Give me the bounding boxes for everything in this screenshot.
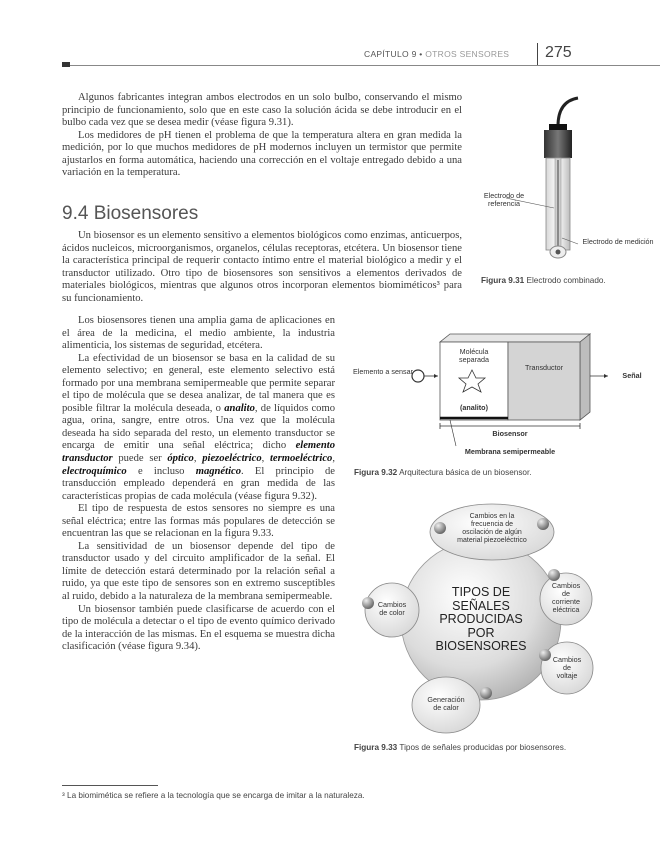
section-text-narrow (62, 315, 335, 654)
figure-9-31-caption: Figura 9.31 Electrodo combinado. (481, 276, 606, 285)
term-optico: óptico (167, 453, 194, 465)
section-text-wide (62, 230, 462, 305)
intro-text (62, 92, 462, 180)
bubble-heat: Generación de calor (427, 695, 465, 712)
running-header (364, 49, 509, 59)
figure-9-32 (350, 328, 660, 464)
term-magnetico: magnético (195, 465, 242, 477)
footnote-mark: ³ (62, 791, 65, 800)
section-title: 9.4 Biosensores (62, 203, 199, 224)
label-signal: Señal (622, 371, 642, 380)
page-number: 275 (545, 44, 572, 61)
biosensor-architecture-diagram (350, 328, 660, 464)
section-paragraph-3: La efectividad de un biosensor se basa en la calidad de su elemento selectivo; en general, este elemento selectivo está formado por una membrana semipermeable que permite separar el tipo de molécula que se desea analizar, de tal manera que es posible filtrar la molécula deseada, o analito, de líquidos como agua, orina, sangre, entre otros. Una vez que la molécula deseada ha sido separada del resto, un elemento transductor se encarga de emitir una señal eléctrica; dicho elemento transductor puede ser óptico, piezoeléctrico, termoeléctrico, electroquímico e incluso magnético. El principio de transducción empleado dependerá en gran medida de las características propias de cada molécula (véase figura 9.32). (62, 352, 335, 502)
section-paragraph-2: Los biosensores tienen una amplia gama de aplicaciones en el área de la medicina, el medio ambiente, la industria alimenticia, los sistemas de seguridad, etcétera. (62, 315, 335, 352)
label-transducer: Transductor (524, 363, 564, 372)
footnote (62, 791, 365, 800)
section-paragraph-1: Un biosensor es un elemento sensitivo a elementos biológicos como enzimas, anticuerpos, ácidos nucleicos, microorganismos, organelos, células receptoras, etcétera. Un biosensor tiene la característica principal de requerir contacto íntimo entre el material biológico a medir y el transductor utilizado. Otro tipo de biosensores son sensitivos a elementos derivados de materiales biológicos, mientras que algunos otros incorporan elementos biomiméticos³ para su funcionamiento. (62, 230, 462, 304)
term-piezo: piezoeléctrico (202, 453, 262, 465)
figure-9-33 (355, 500, 600, 735)
bubble-color: Cambios de color (377, 600, 407, 617)
figure-9-32-caption: Figura 9.32 Arquitectura básica de un biosensor. (354, 468, 532, 477)
section-paragraph-6: Un biosensor también puede clasificarse de acuerdo con el tipo de molécula a detectar o el tipo de evento químico derivado de la interacción de las mismas. En el esquema se muestra dicha clasificación (véase figura 9.34). (62, 603, 335, 653)
footnote-rule (62, 785, 158, 786)
label-separated-molecule: Molécula separada (459, 347, 489, 364)
header-separator (537, 43, 538, 65)
section-paragraph-4: El tipo de respuesta de estos sensores no siempre es una señal eléctrica; entre las formas más populares de detección se encuentran las que se relacionan en la figura 9.33. (62, 503, 335, 540)
chapter-title: OTROS SENSORES (425, 49, 510, 59)
header-rule (62, 65, 660, 66)
label-measure-electrode: Electrodo de medición (582, 237, 654, 246)
bubble-piezoelectric: Cambios en la frecuencia de oscilación de algún material piezoeléctrico (457, 513, 527, 544)
label-analyte: (analito) (460, 403, 488, 412)
intro-paragraph-1: Algunos fabricantes integran ambos electrodos en un solo bulbo, conservando el mismo principio de funcionamiento, solo que en este caso la solución ácida se debe introducir en el bulbo cada vez que se desea medir (véase figura 9.31). (62, 92, 462, 129)
footnote-text: La biomimética se refiere a la tecnología que se encarga de imitar a la naturaleza. (67, 791, 365, 800)
term-analito: analito (224, 402, 255, 414)
figure-9-33-caption: Figura 9.33 Tipos de señales producidas por biosensores. (354, 743, 567, 752)
figure-9-31 (470, 88, 660, 288)
label-element-to-sense: Elemento a sensar (353, 367, 413, 376)
section-paragraph-5: La sensitividad de un biosensor depende del tipo de transductor usado y del circuito amplificador de la señal. El límite de detección estará determinado por la relación señal a ruido, ya que este tipo de sensores son en extremo susceptibles al ruido, debido a la naturaleza de la membrana semipermeable. (62, 540, 335, 603)
term-electroquimico: electroquímico (62, 465, 127, 477)
intro-paragraph-2: Los medidores de pH tienen el problema de que la temperatura altera en gran medida la medición, por lo que muchos medidores de pH modernos incluyen un termistor que permite ajustarlos en forma automática, haciendo una corrección en el voltaje entregado debido a una variación en la temperatura. (62, 129, 462, 179)
term-transductor: elemento transductor (62, 440, 335, 465)
center-label: TIPOS DE SEÑALES PRODUCIDAS POR BIOSENSORES (435, 585, 527, 653)
header-marker (62, 62, 70, 67)
header-bullet: • (419, 49, 423, 59)
bubble-voltage: Cambios de voltaje (552, 655, 582, 680)
chapter-number: CAPÍTULO 9 (364, 49, 417, 59)
label-membrane: Membrana semipermeable (464, 447, 556, 456)
label-reference-electrode: Electrodo de referencia (483, 191, 525, 208)
label-biosensor: Biosensor (492, 429, 528, 438)
term-termo: termoeléctrico (269, 453, 333, 465)
bubble-current: Cambios de corriente eléctrica (551, 581, 581, 614)
